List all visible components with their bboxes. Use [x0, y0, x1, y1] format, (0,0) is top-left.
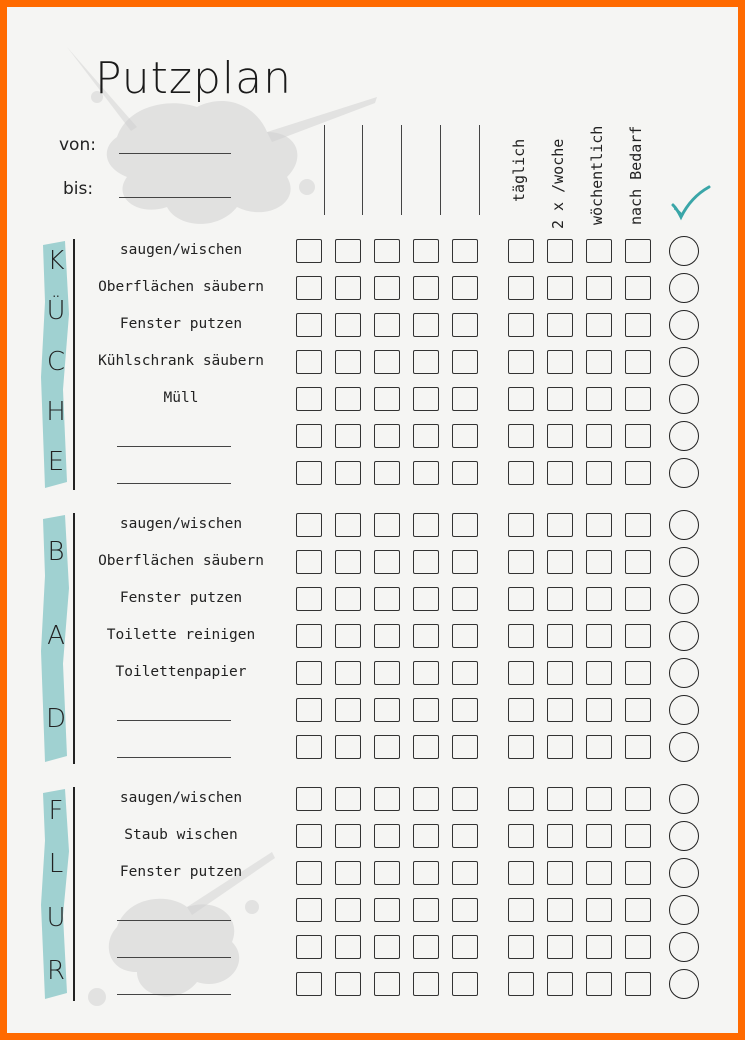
date-column-line[interactable]: [324, 125, 325, 215]
check-box[interactable]: [586, 587, 612, 611]
task-label: saugen/wischen: [119, 242, 243, 258]
check-box[interactable]: [452, 661, 478, 685]
done-circle[interactable]: [669, 510, 699, 540]
check-box[interactable]: [508, 313, 534, 337]
check-box[interactable]: [374, 972, 400, 996]
frequency-header: nach Bedarf: [627, 125, 645, 225]
section-letter: R: [46, 956, 66, 987]
check-box[interactable]: [335, 587, 361, 611]
check-box[interactable]: [586, 972, 612, 996]
section-letter: B: [47, 536, 65, 567]
check-box[interactable]: [586, 350, 612, 374]
check-box[interactable]: [413, 239, 439, 263]
check-box[interactable]: [296, 550, 322, 574]
check-box[interactable]: [374, 824, 400, 848]
date-column-line[interactable]: [362, 125, 363, 215]
check-box[interactable]: [374, 313, 400, 337]
done-circle[interactable]: [669, 273, 699, 303]
section-letter: L: [48, 849, 64, 880]
check-box[interactable]: [452, 898, 478, 922]
check-box[interactable]: [625, 661, 651, 685]
section-letter: C: [46, 346, 66, 377]
check-box[interactable]: [335, 935, 361, 959]
task-label: saugen/wischen: [119, 790, 243, 806]
check-box[interactable]: [625, 513, 651, 537]
check-box[interactable]: [547, 387, 573, 411]
check-box[interactable]: [413, 276, 439, 300]
check-box[interactable]: [296, 735, 322, 759]
check-box[interactable]: [413, 698, 439, 722]
check-box[interactable]: [374, 276, 400, 300]
check-box[interactable]: [296, 239, 322, 263]
check-box[interactable]: [374, 550, 400, 574]
check-box[interactable]: [547, 735, 573, 759]
check-box[interactable]: [452, 861, 478, 885]
check-box[interactable]: [413, 313, 439, 337]
done-circle[interactable]: [669, 621, 699, 651]
check-box[interactable]: [547, 698, 573, 722]
check-box[interactable]: [374, 735, 400, 759]
task-label: Fenster putzen: [119, 316, 243, 332]
check-box[interactable]: [374, 587, 400, 611]
check-box[interactable]: [413, 735, 439, 759]
check-box[interactable]: [508, 276, 534, 300]
check-box[interactable]: [296, 787, 322, 811]
section-divider: [73, 787, 75, 1001]
done-circle[interactable]: [669, 458, 699, 488]
blank-task-line[interactable]: [117, 483, 231, 484]
check-box[interactable]: [547, 661, 573, 685]
check-box[interactable]: [452, 624, 478, 648]
check-box[interactable]: [547, 587, 573, 611]
blank-task-line[interactable]: [117, 920, 231, 921]
section-letter: Ü: [46, 296, 66, 327]
section-divider: [73, 513, 75, 764]
section-letter: K: [47, 246, 65, 277]
task-label: Oberflächen säubern: [98, 553, 264, 569]
date-column-line[interactable]: [479, 125, 480, 215]
frequency-header: wöchentlich: [588, 125, 606, 225]
check-box[interactable]: [296, 424, 322, 448]
check-box[interactable]: [296, 698, 322, 722]
check-box[interactable]: [586, 861, 612, 885]
task-label: Fenster putzen: [119, 590, 243, 606]
check-box[interactable]: [586, 824, 612, 848]
done-circle[interactable]: [669, 547, 699, 577]
check-box[interactable]: [374, 513, 400, 537]
check-box[interactable]: [296, 387, 322, 411]
blank-task-line[interactable]: [117, 994, 231, 995]
check-box[interactable]: [547, 350, 573, 374]
page-title: Putzplan: [95, 53, 292, 104]
date-column-line[interactable]: [401, 125, 402, 215]
check-box[interactable]: [547, 972, 573, 996]
task-label: Kühlschrank säubern: [98, 353, 264, 369]
check-box[interactable]: [452, 587, 478, 611]
check-box[interactable]: [625, 313, 651, 337]
check-box[interactable]: [625, 698, 651, 722]
check-box[interactable]: [335, 861, 361, 885]
check-box[interactable]: [547, 513, 573, 537]
check-box[interactable]: [413, 824, 439, 848]
check-box[interactable]: [413, 972, 439, 996]
check-box[interactable]: [374, 935, 400, 959]
check-box[interactable]: [547, 239, 573, 263]
blank-task-line[interactable]: [117, 957, 231, 958]
check-box[interactable]: [452, 550, 478, 574]
done-circle[interactable]: [669, 584, 699, 614]
check-box[interactable]: [625, 350, 651, 374]
check-box[interactable]: [547, 935, 573, 959]
check-box[interactable]: [374, 624, 400, 648]
check-box[interactable]: [296, 587, 322, 611]
check-box[interactable]: [335, 550, 361, 574]
check-box[interactable]: [508, 861, 534, 885]
check-box[interactable]: [452, 276, 478, 300]
check-box[interactable]: [452, 313, 478, 337]
check-box[interactable]: [452, 461, 478, 485]
check-box[interactable]: [335, 424, 361, 448]
check-box[interactable]: [296, 824, 322, 848]
check-box[interactable]: [547, 624, 573, 648]
check-box[interactable]: [374, 661, 400, 685]
blank-task-line[interactable]: [117, 757, 231, 758]
check-box[interactable]: [413, 350, 439, 374]
blank-task-line[interactable]: [117, 446, 231, 447]
section-letter: F: [48, 795, 64, 826]
check-box[interactable]: [452, 824, 478, 848]
check-box[interactable]: [508, 935, 534, 959]
check-box[interactable]: [625, 935, 651, 959]
check-box[interactable]: [452, 239, 478, 263]
check-box[interactable]: [586, 935, 612, 959]
task-label: saugen/wischen: [119, 516, 243, 532]
check-box[interactable]: [586, 661, 612, 685]
check-box[interactable]: [296, 935, 322, 959]
check-box[interactable]: [586, 513, 612, 537]
done-circle[interactable]: [669, 236, 699, 266]
blank-task-line[interactable]: [117, 720, 231, 721]
task-label: Fenster putzen: [119, 864, 243, 880]
check-box[interactable]: [508, 550, 534, 574]
check-box[interactable]: [413, 387, 439, 411]
task-label: Toilette reinigen: [106, 627, 256, 643]
check-box[interactable]: [452, 735, 478, 759]
check-box[interactable]: [625, 735, 651, 759]
done-circle[interactable]: [669, 821, 699, 851]
done-circle[interactable]: [669, 858, 699, 888]
to-label: bis:: [63, 179, 94, 199]
check-box[interactable]: [296, 898, 322, 922]
check-box[interactable]: [296, 861, 322, 885]
done-circle[interactable]: [669, 347, 699, 377]
check-box[interactable]: [547, 824, 573, 848]
done-circle[interactable]: [669, 310, 699, 340]
check-box[interactable]: [413, 587, 439, 611]
check-box[interactable]: [296, 661, 322, 685]
check-box[interactable]: [625, 624, 651, 648]
check-box[interactable]: [335, 461, 361, 485]
done-circle[interactable]: [669, 421, 699, 451]
check-box[interactable]: [452, 350, 478, 374]
check-box[interactable]: [452, 387, 478, 411]
check-box[interactable]: [625, 898, 651, 922]
done-circle[interactable]: [669, 895, 699, 925]
check-box[interactable]: [335, 698, 361, 722]
check-box[interactable]: [296, 350, 322, 374]
from-date-line[interactable]: [119, 153, 231, 154]
check-box[interactable]: [413, 550, 439, 574]
section-letter: H: [46, 396, 66, 427]
section-letter: D: [45, 704, 67, 735]
check-box[interactable]: [335, 313, 361, 337]
task-label: Oberflächen säubern: [98, 279, 264, 295]
check-box[interactable]: [586, 735, 612, 759]
check-box[interactable]: [413, 424, 439, 448]
check-box[interactable]: [296, 513, 322, 537]
check-box[interactable]: [547, 276, 573, 300]
check-box[interactable]: [374, 239, 400, 263]
check-box[interactable]: [335, 350, 361, 374]
check-box[interactable]: [625, 861, 651, 885]
check-box[interactable]: [296, 276, 322, 300]
checkmark-icon: [667, 183, 713, 223]
done-circle[interactable]: [669, 658, 699, 688]
check-box[interactable]: [508, 824, 534, 848]
done-circle[interactable]: [669, 932, 699, 962]
check-box[interactable]: [508, 587, 534, 611]
check-box[interactable]: [547, 787, 573, 811]
check-box[interactable]: [586, 424, 612, 448]
check-box[interactable]: [452, 513, 478, 537]
check-box[interactable]: [625, 424, 651, 448]
check-box[interactable]: [335, 972, 361, 996]
check-box[interactable]: [335, 239, 361, 263]
check-box[interactable]: [625, 824, 651, 848]
check-box[interactable]: [413, 661, 439, 685]
check-box[interactable]: [413, 461, 439, 485]
check-box[interactable]: [586, 461, 612, 485]
check-box[interactable]: [508, 424, 534, 448]
check-box[interactable]: [547, 898, 573, 922]
check-box[interactable]: [625, 587, 651, 611]
check-box[interactable]: [374, 861, 400, 885]
check-box[interactable]: [374, 461, 400, 485]
check-box[interactable]: [508, 513, 534, 537]
check-box[interactable]: [335, 661, 361, 685]
check-box[interactable]: [508, 239, 534, 263]
date-column-line[interactable]: [440, 125, 441, 215]
check-box[interactable]: [452, 935, 478, 959]
check-box[interactable]: [547, 313, 573, 337]
section-letter: U: [46, 902, 66, 933]
check-box[interactable]: [508, 624, 534, 648]
from-label: von:: [59, 135, 96, 155]
done-circle[interactable]: [669, 969, 699, 999]
check-box[interactable]: [335, 387, 361, 411]
check-box[interactable]: [374, 387, 400, 411]
check-box[interactable]: [625, 387, 651, 411]
check-box[interactable]: [547, 861, 573, 885]
check-box[interactable]: [296, 624, 322, 648]
section-divider: [73, 239, 75, 490]
task-label: Müll: [163, 390, 199, 406]
check-box[interactable]: [586, 313, 612, 337]
check-box[interactable]: [296, 461, 322, 485]
check-box[interactable]: [335, 824, 361, 848]
check-box[interactable]: [508, 461, 534, 485]
check-box[interactable]: [508, 350, 534, 374]
check-box[interactable]: [508, 898, 534, 922]
check-box[interactable]: [413, 513, 439, 537]
cleaning-plan-page: [7, 7, 738, 1033]
check-box[interactable]: [452, 698, 478, 722]
check-box[interactable]: [625, 972, 651, 996]
check-box[interactable]: [586, 624, 612, 648]
check-box[interactable]: [586, 787, 612, 811]
check-box[interactable]: [335, 276, 361, 300]
task-label: Staub wischen: [124, 827, 238, 843]
check-box[interactable]: [335, 624, 361, 648]
check-box[interactable]: [586, 276, 612, 300]
check-box[interactable]: [625, 239, 651, 263]
section-letter: A: [47, 620, 65, 651]
check-box[interactable]: [625, 787, 651, 811]
to-date-line[interactable]: [119, 197, 231, 198]
check-box[interactable]: [586, 387, 612, 411]
check-box[interactable]: [452, 972, 478, 996]
check-box[interactable]: [296, 972, 322, 996]
check-box[interactable]: [335, 787, 361, 811]
check-box[interactable]: [335, 735, 361, 759]
check-box[interactable]: [413, 787, 439, 811]
check-box[interactable]: [508, 972, 534, 996]
check-box[interactable]: [413, 861, 439, 885]
done-circle[interactable]: [669, 732, 699, 762]
task-label: Toilettenpapier: [115, 664, 247, 680]
check-box[interactable]: [547, 424, 573, 448]
check-box[interactable]: [586, 550, 612, 574]
check-box[interactable]: [547, 550, 573, 574]
check-box[interactable]: [452, 424, 478, 448]
check-box[interactable]: [508, 787, 534, 811]
check-box[interactable]: [508, 735, 534, 759]
check-box[interactable]: [413, 898, 439, 922]
check-box[interactable]: [452, 787, 478, 811]
check-box[interactable]: [374, 787, 400, 811]
done-circle[interactable]: [669, 695, 699, 725]
check-box[interactable]: [586, 898, 612, 922]
check-box[interactable]: [374, 698, 400, 722]
check-box[interactable]: [586, 698, 612, 722]
check-box[interactable]: [296, 313, 322, 337]
check-box[interactable]: [413, 935, 439, 959]
check-box[interactable]: [586, 239, 612, 263]
check-box[interactable]: [547, 461, 573, 485]
check-box[interactable]: [508, 661, 534, 685]
check-box[interactable]: [374, 898, 400, 922]
check-box[interactable]: [625, 550, 651, 574]
check-box[interactable]: [374, 424, 400, 448]
check-box[interactable]: [335, 898, 361, 922]
done-circle[interactable]: [669, 784, 699, 814]
check-box[interactable]: [335, 513, 361, 537]
section-letter: E: [47, 446, 65, 477]
check-box[interactable]: [625, 461, 651, 485]
check-box[interactable]: [625, 276, 651, 300]
frequency-header: täglich: [510, 138, 528, 202]
check-box[interactable]: [508, 698, 534, 722]
check-box[interactable]: [413, 624, 439, 648]
check-box[interactable]: [508, 387, 534, 411]
frequency-header: 2 x /woche: [549, 138, 567, 229]
check-box[interactable]: [374, 350, 400, 374]
done-circle[interactable]: [669, 384, 699, 414]
